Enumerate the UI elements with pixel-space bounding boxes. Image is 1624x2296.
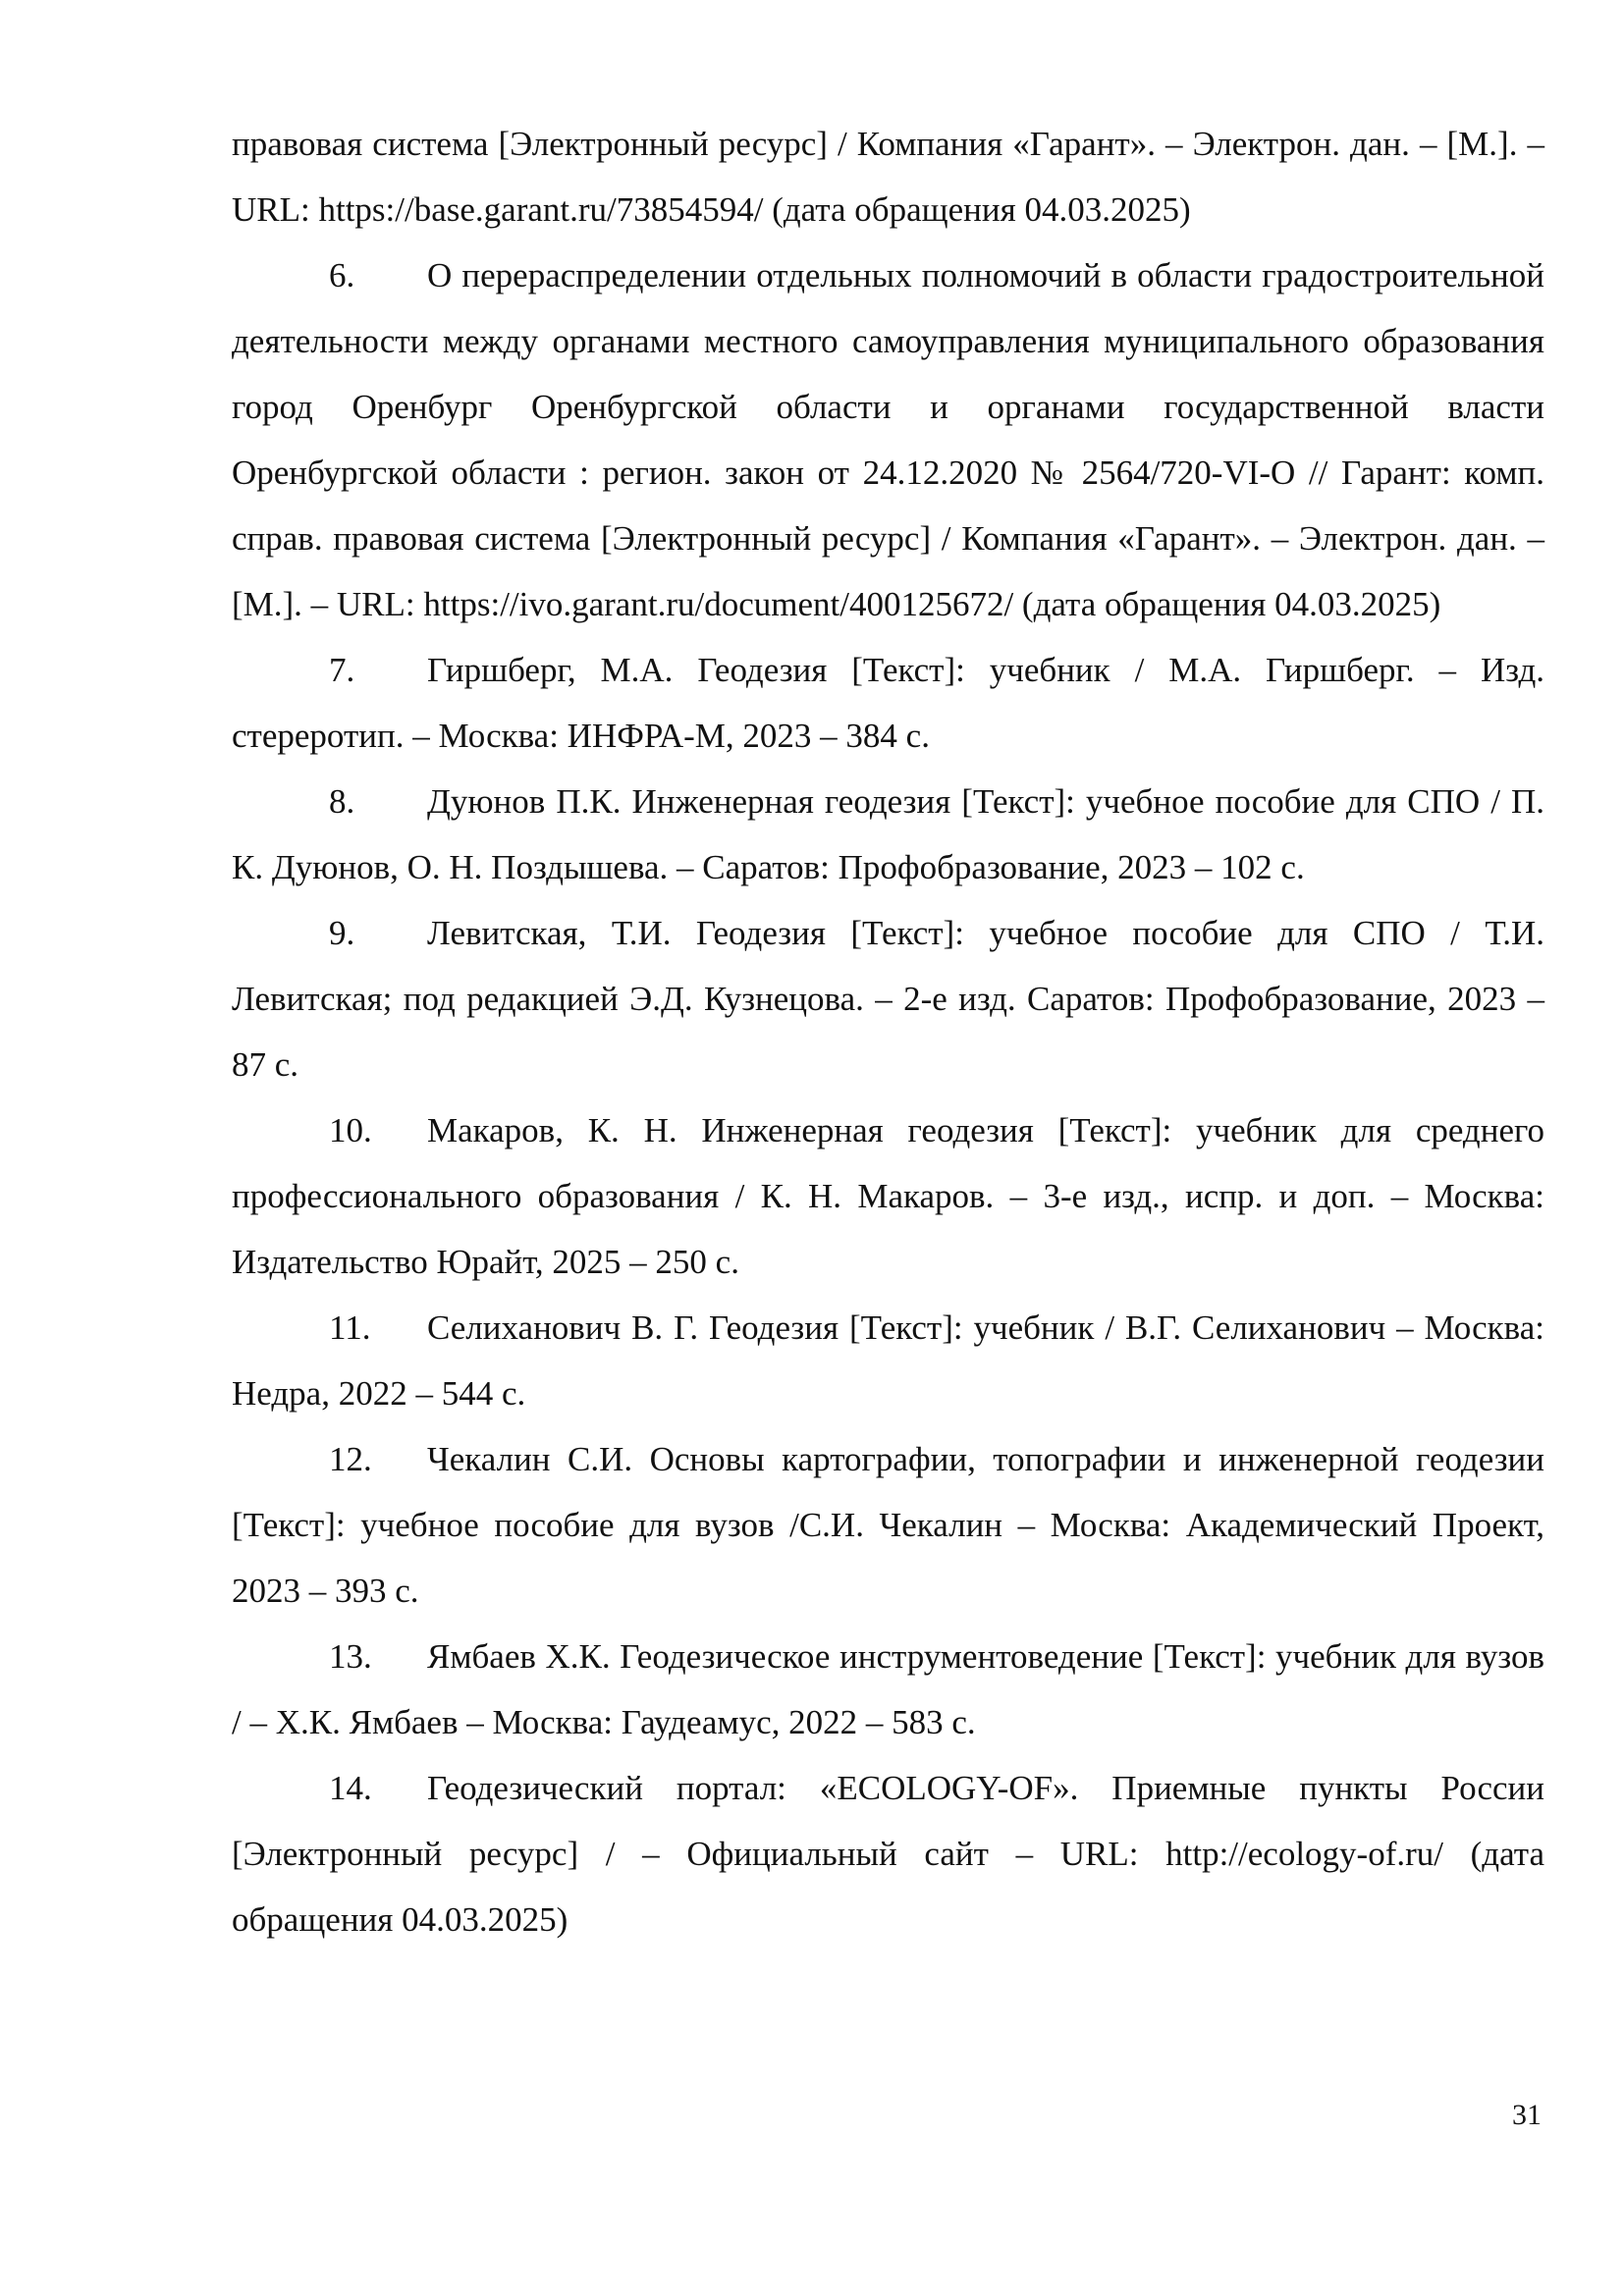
reference-text: Макаров, К. Н. Инженерная геодезия [Текст]: учебник для среднего профессионального образования / К. Н. Макаров. – 3-е изд., испр. и доп. – Москва: Издательство Юрайт, 2025 – 250 с. xyxy=(232,1111,1544,1281)
reference-number: 12. xyxy=(329,1440,372,1478)
document-page xyxy=(232,111,1544,1952)
reference-text: Дуюнов П.К. Инженерная геодезия [Текст]: учебное пособие для СПО / П. К. Дуюнов, О. Н. Поздышева. – Саратов: Профобразование, 2023 – 102 с. xyxy=(232,782,1544,886)
reference-number: 8. xyxy=(329,782,355,821)
reference-text: Левитская, Т.И. Геодезия [Текст]: учебное пособие для СПО / Т.И. Левитская; под редакцией Э.Д. Кузнецова. – 2-е изд. Саратов: Профобразование, 2023 – 87 с. xyxy=(232,914,1544,1084)
reference-number: 11. xyxy=(329,1308,371,1347)
reference-number: 10. xyxy=(329,1111,372,1149)
reference-item xyxy=(232,1426,1544,1624)
reference-continuation: правовая система [Электронный ресурс] / Компания «Гарант». – Электрон. дан. – [М.]. – URL: https://base.garant.ru/73854594/ (дата обращения 04.03.2025) xyxy=(232,125,1544,229)
reference-item xyxy=(232,769,1544,900)
reference-text: Чекалин С.И. Основы картографии, топографии и инженерной геодезии [Текст]: учебное пособие для вузов /С.И. Чекалин – Москва: Академический Проект, 2023 – 393 с. xyxy=(232,1440,1544,1610)
reference-item xyxy=(232,242,1544,637)
reference-number: 6. xyxy=(329,256,355,294)
reference-item xyxy=(232,900,1544,1097)
reference-number: 7. xyxy=(329,651,355,689)
reference-text: Гиршберг, М.А. Геодезия [Текст]: учебник / М.А. Гиршберг. – Изд. стереротип. – Москва: ИНФРА-М, 2023 – 384 с. xyxy=(232,651,1544,755)
reference-number: 13. xyxy=(329,1637,372,1676)
reference-text: Ямбаев Х.К. Геодезическое инструментоведение [Текст]: учебник для вузов / – Х.К. Ямбаев – Москва: Гаудеамус, 2022 – 583 с. xyxy=(232,1637,1544,1741)
reference-text: О перераспределении отдельных полномочий в области градостроительной деятельности между органами местного самоуправления муниципального образования город Оренбург Оренбургской области и органами государственной власти Оренбургской области : регион. закон от 24.12.2020 № 2564/720-VI-О // Гарант: комп. справ. правовая система [Электронный ресурс] / Компания «Гарант». – Электрон. дан. – [М.]. – URL: https://ivo.garant.ru/document/400125672/ (дата обращения 04.03.2025) xyxy=(232,256,1544,623)
reference-item xyxy=(232,1624,1544,1755)
reference-text: Селиханович В. Г. Геодезия [Текст]: учебник / В.Г. Селиханович – Москва: Недра, 2022 – 544 с. xyxy=(232,1308,1544,1413)
reference-item xyxy=(232,1097,1544,1295)
reference-item xyxy=(232,1295,1544,1426)
reference-text: Геодезический портал: «ECOLOGY-OF». Приемные пункты России [Электронный ресурс] / – Официальный сайт – URL: http://ecology-of.ru/ (дата обращения 04.03.2025) xyxy=(232,1769,1544,1939)
page-number: 31 xyxy=(1512,2099,1542,2131)
reference-item xyxy=(232,1755,1544,1952)
reference-number: 14. xyxy=(329,1769,372,1807)
reference-item xyxy=(232,637,1544,769)
reference-number: 9. xyxy=(329,914,355,952)
